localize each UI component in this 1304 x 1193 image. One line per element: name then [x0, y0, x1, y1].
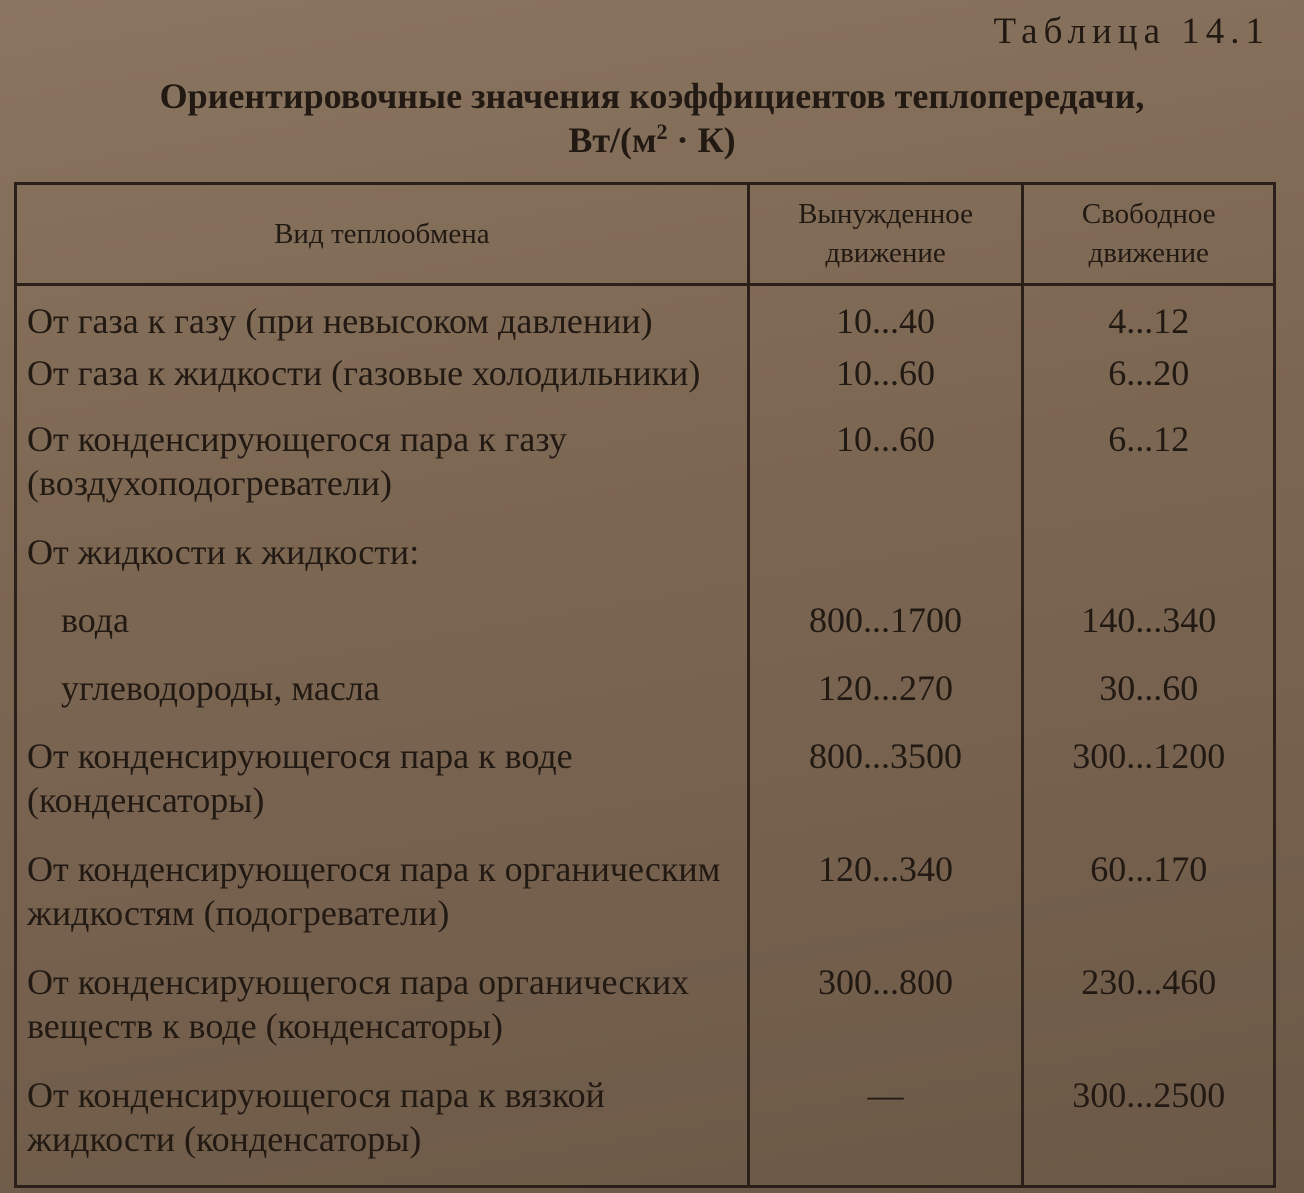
- row-free: 60...170: [1023, 847, 1275, 960]
- row-free: 6...20: [1023, 351, 1275, 417]
- title-line-1: Ориентировочные значения коэффициентов теплопередачи,: [159, 76, 1145, 116]
- header-free-motion: Свободное движение: [1023, 184, 1275, 285]
- row-name: От конденсирующегося пара к органическим жидкостям (подогреватели): [16, 847, 749, 960]
- title-unit-superscript: 2: [656, 119, 668, 144]
- row-name: От газа к газу (при невысоком давлении): [16, 285, 749, 351]
- row-free: 230...460: [1023, 960, 1275, 1073]
- row-forced: 800...3500: [748, 734, 1023, 847]
- row-free: 6...12: [1023, 417, 1275, 530]
- row-forced: 10...60: [748, 351, 1023, 417]
- row-name: От газа к жидкости (газовые холодильники): [16, 351, 749, 417]
- table-row: [16, 598, 1275, 666]
- row-forced: —: [748, 1073, 1023, 1187]
- row-forced: [748, 530, 1023, 598]
- row-forced: 300...800: [748, 960, 1023, 1073]
- row-forced: 10...40: [748, 285, 1023, 351]
- row-name: углеводороды, масла: [16, 666, 749, 734]
- table-row: [16, 960, 1275, 1073]
- row-free: 140...340: [1023, 598, 1275, 666]
- title-line-2: [0, 118, 1304, 162]
- table-title: [0, 74, 1304, 162]
- header-row: [16, 184, 1275, 285]
- table-row: [16, 666, 1275, 734]
- title-unit-suffix: · К): [667, 120, 736, 160]
- row-free: [1023, 530, 1275, 598]
- row-forced: 120...270: [748, 666, 1023, 734]
- row-name: От конденсирующегося пара к воде (конденсаторы): [16, 734, 749, 847]
- table-row: [16, 351, 1275, 417]
- table-row: [16, 417, 1275, 530]
- table-row: [16, 285, 1275, 351]
- table-row: [16, 734, 1275, 847]
- row-free: 300...2500: [1023, 1073, 1275, 1187]
- header-heat-exchange-type: Вид теплообмена: [16, 184, 749, 285]
- row-name: От жидкости к жидкости:: [16, 530, 749, 598]
- row-forced: 10...60: [748, 417, 1023, 530]
- row-forced: 800...1700: [748, 598, 1023, 666]
- row-name: От конденсирующегося пара органических веществ к воде (конденсаторы): [16, 960, 749, 1073]
- heat-transfer-table: [14, 182, 1276, 1188]
- row-name: вода: [16, 598, 749, 666]
- row-name: От конденсирующегося пара к газу (воздухоподогреватели): [16, 417, 749, 530]
- row-free: 30...60: [1023, 666, 1275, 734]
- table-row-group-header: [16, 530, 1275, 598]
- header-forced-motion: Вынужденное движение: [748, 184, 1023, 285]
- table-row: [16, 1073, 1275, 1187]
- row-free: 4...12: [1023, 285, 1275, 351]
- row-forced: 120...340: [748, 847, 1023, 960]
- table-number: Таблица 14.1: [993, 11, 1270, 52]
- row-name: От конденсирующегося пара к вязкой жидкости (конденсаторы): [16, 1073, 749, 1187]
- row-free: 300...1200: [1023, 734, 1275, 847]
- title-unit-prefix: Вт/(м: [568, 120, 657, 160]
- table-row: [16, 847, 1275, 960]
